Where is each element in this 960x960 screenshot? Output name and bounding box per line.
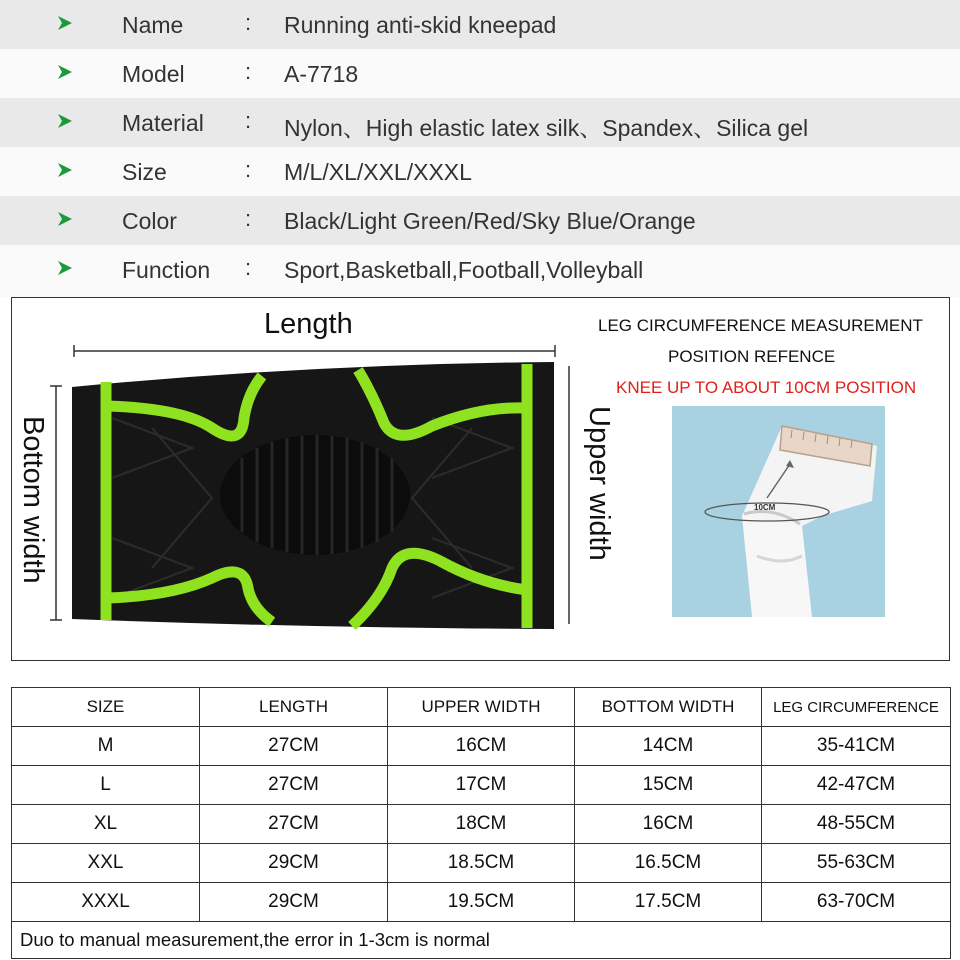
spec-value: Running anti-skid kneepad [284, 12, 557, 38]
spec-colon: : [245, 10, 252, 35]
arrow-icon [56, 14, 74, 32]
table-row [12, 844, 951, 883]
spec-label: Model [122, 61, 185, 87]
table-cell: XXXL [12, 883, 200, 922]
arrow-icon [56, 161, 74, 179]
table-row [12, 766, 951, 805]
spec-row-model [0, 49, 960, 98]
knee-marker-label: 10CM [754, 503, 776, 512]
arrow-icon [56, 63, 74, 81]
spec-label: Size [122, 159, 167, 185]
table-cell: 16CM [575, 805, 762, 844]
arrow-icon [56, 259, 74, 277]
upper-width-label: Upper width [583, 406, 615, 561]
table-cell: 27CM [200, 727, 388, 766]
table-cell: 55-63CM [762, 844, 951, 883]
table-cell: 16.5CM [575, 844, 762, 883]
header-upper-width: UPPER WIDTH [388, 688, 575, 727]
spec-colon: : [245, 108, 252, 133]
spec-colon: : [245, 255, 252, 280]
spec-colon: : [245, 59, 252, 84]
header-length: LENGTH [200, 688, 388, 727]
table-cell: 42-47CM [762, 766, 951, 805]
header-leg-circumference: LEG CIRCUMFERENCE [762, 688, 951, 727]
table-cell: 18.5CM [388, 844, 575, 883]
spec-value: Sport,Basketball,Football,Volleyball [284, 257, 644, 283]
table-row [12, 805, 951, 844]
table-cell: XL [12, 805, 200, 844]
table-cell: M [12, 727, 200, 766]
size-diagram [11, 297, 950, 661]
spec-colon: : [245, 206, 252, 231]
spec-value: Black/Light Green/Red/Sky Blue/Orange [284, 208, 696, 234]
table-cell: 27CM [200, 766, 388, 805]
spec-label: Material [122, 110, 204, 136]
table-cell: 29CM [200, 844, 388, 883]
table-cell: 27CM [200, 805, 388, 844]
measurement-disclaimer: Duo to manual measurement,the error in 1-3cm is normal [12, 922, 951, 959]
arrow-icon [56, 112, 74, 130]
measurement-note: KNEE UP TO ABOUT 10CM POSITION [616, 378, 917, 397]
spec-row-function [0, 245, 960, 297]
spec-value: Nylon、High elastic latex silk、Spandex、Silica gel [284, 115, 809, 141]
table-cell: 14CM [575, 727, 762, 766]
table-cell: 48-55CM [762, 805, 951, 844]
table-cell: 15CM [575, 766, 762, 805]
knee-measurement-image [672, 406, 885, 617]
table-cell: 29CM [200, 883, 388, 922]
spec-label: Name [122, 12, 184, 38]
spec-list [0, 0, 960, 297]
header-bottom-width: BOTTOM WIDTH [575, 688, 762, 727]
length-label: Length [264, 308, 353, 340]
spec-value: A-7718 [284, 61, 359, 87]
spec-row-name [0, 0, 960, 49]
table-cell: 18CM [388, 805, 575, 844]
table-cell: 16CM [388, 727, 575, 766]
table-cell: 17.5CM [575, 883, 762, 922]
table-cell: 19.5CM [388, 883, 575, 922]
bottom-width-label: Bottom width [17, 416, 49, 584]
table-cell: L [12, 766, 200, 805]
table-cell: 63-70CM [762, 883, 951, 922]
spec-label: Function [122, 257, 211, 283]
leg-illustration [672, 406, 885, 617]
arrow-icon [56, 210, 74, 228]
header-size: SIZE [12, 688, 200, 727]
table-cell: XXL [12, 844, 200, 883]
spec-row-material [0, 98, 960, 147]
table-row [12, 727, 951, 766]
table-header-row [12, 688, 951, 727]
size-chart-table [11, 687, 951, 959]
table-cell: 17CM [388, 766, 575, 805]
spec-colon: : [245, 157, 252, 182]
table-note-row [12, 922, 951, 959]
measurement-title-line1: LEG CIRCUMFERENCE MEASUREMENT [598, 316, 923, 335]
table-cell: 35-41CM [762, 727, 951, 766]
spec-label: Color [122, 208, 177, 234]
measurement-title-line2: POSITION REFENCE [668, 347, 836, 366]
spec-row-size [0, 147, 960, 196]
table-row [12, 883, 951, 922]
sleeve-illustration [12, 298, 572, 660]
spec-value: M/L/XL/XXL/XXXL [284, 159, 472, 185]
spec-row-color [0, 196, 960, 245]
